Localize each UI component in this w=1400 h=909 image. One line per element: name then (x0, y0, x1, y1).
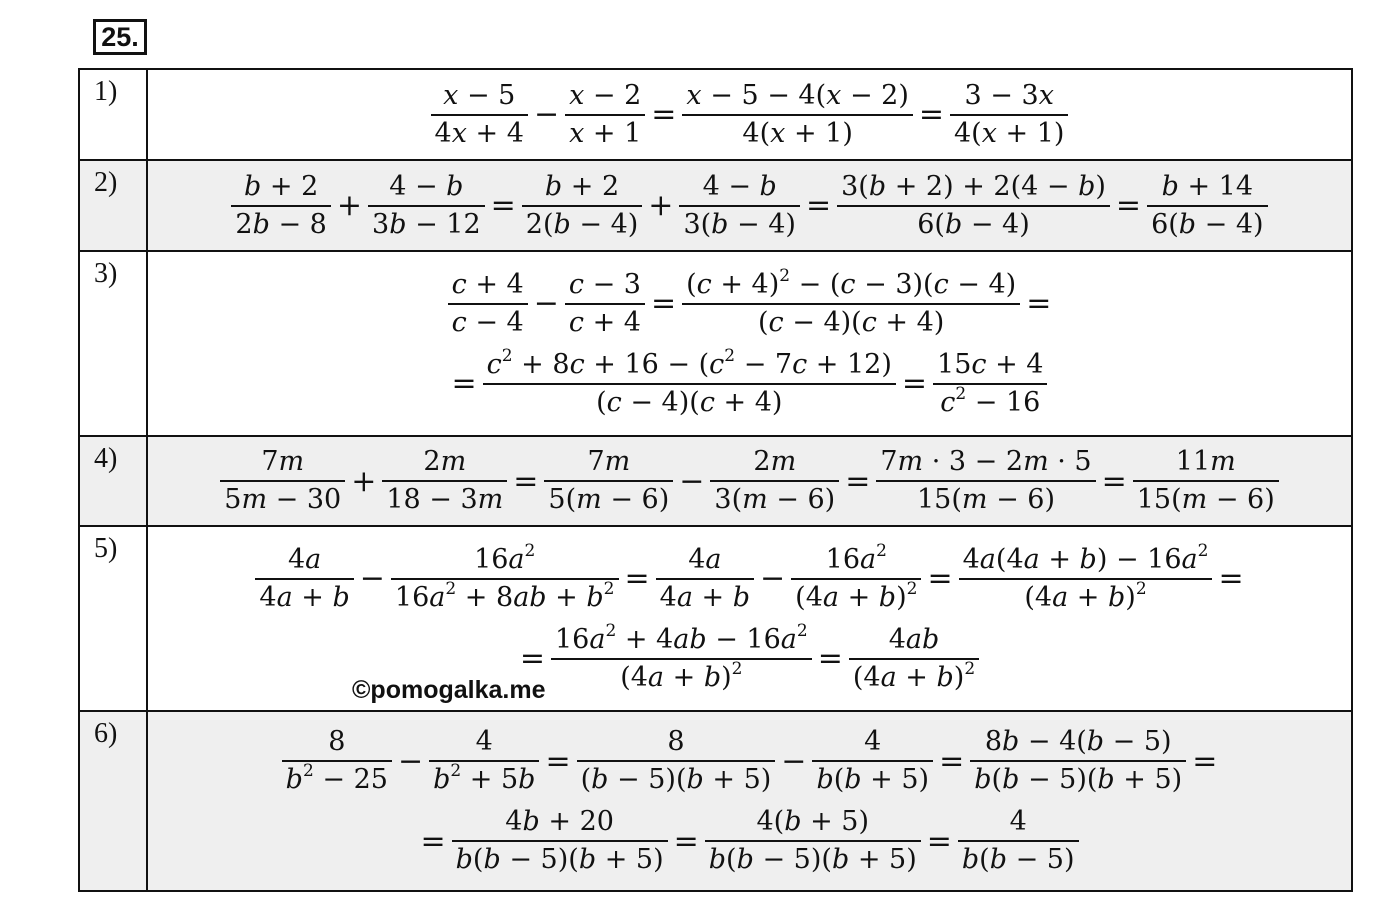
task-number: 25. (93, 19, 147, 55)
solution-expression-4 (147, 436, 1352, 526)
expression-line: = $\frac{c^2 + 8c + 16 - (c^2 - 7c + 12)}{(c - 4)(c + 4)}$ = $\frac{15c + 4}{c^2 - 16}$ (148, 347, 1351, 421)
solution-row-5 (79, 526, 1352, 711)
watermark: ©pomogalka.me (352, 676, 546, 704)
solution-expression-5 (147, 526, 1352, 711)
solution-expression-1 (147, 69, 1352, 160)
row-number: 5) (79, 526, 147, 711)
row-number: 6) (79, 711, 147, 891)
solution-row-3 (79, 251, 1352, 436)
solution-expression-2 (147, 160, 1352, 251)
row-number: 3) (79, 251, 147, 436)
solution-row-4 (79, 436, 1352, 526)
row-number: 4) (79, 436, 147, 526)
solutions-table (78, 68, 1353, 892)
solution-expression-6 (147, 711, 1352, 891)
solution-row-1 (79, 69, 1352, 160)
expression-line: $\frac{8}{b^2 - 25}$ − $\frac{4}{b^2 + 5b}$ = $\frac{8}{(b - 5)(b + 5)}$ − $\frac{4}{b(b + 5)}$ = $\frac{8b - 4(b - 5)}{b(b - 5)(b + 5)}$ = (148, 724, 1351, 798)
solution-expression-3 (147, 251, 1352, 436)
expression-line: = $\frac{16a^2 + 4ab - 16a^2}{(4a + b)^2}$ = $\frac{4ab}{(4a + b)^2}$ (148, 622, 1351, 696)
solution-row-6 (79, 711, 1352, 891)
expression-line: $\frac{4a}{4a + b}$ − $\frac{16a^2}{16a^2 + 8ab + b^2}$ = $\frac{4a}{4a + b}$ − $\frac{16a^2}{(4a + b)^2}$ = $\frac{4a(4a + b) - 16a^2}{(4a + b)^2}$ = (148, 542, 1351, 616)
solution-row-2 (79, 160, 1352, 251)
row-number: 1) (79, 69, 147, 160)
expression-line: $\frac{c + 4}{c - 4}$ − $\frac{c - 3}{c + 4}$ = $\frac{(c + 4)^2 - (c - 3)(c - 4)}{(c - 4)(c + 4)}$ = (148, 267, 1351, 341)
expression-line: $\frac{x - 5}{4x + 4}$ − $\frac{x - 2}{x + 1}$ = $\frac{x - 5 - 4(x - 2)}{4(x + 1)}$ = $\frac{3 - 3x}{4(x + 1)}$ (148, 78, 1351, 152)
row-number: 2) (79, 160, 147, 251)
expression-line: $\frac{b + 2}{2b - 8}$ + $\frac{4 - b}{3b - 12}$ = $\frac{b + 2}{2(b - 4)}$ + $\frac{4 - b}{3(b - 4)}$ = $\frac{3(b + 2) + 2(4 - b)}{6(b - 4)}$ = $\frac{b + 14}{6(b - 4)}$ (148, 169, 1351, 243)
expression-line: $\frac{7m}{5m - 30}$ + $\frac{2m}{18 - 3m}$ = $\frac{7m}{5(m - 6)}$ − $\frac{2m}{3(m - 6)}$ = $\frac{7m \cdot 3 - 2m \cdot 5}{15(m - 6)}$ = $\frac{11m}{15(m - 6)}$ (148, 444, 1351, 518)
expression-line: = $\frac{4b + 20}{b(b - 5)(b + 5)}$ = $\frac{4(b + 5)}{b(b - 5)(b + 5)}$ = $\frac{4}{b(b - 5)}$ (148, 804, 1351, 878)
